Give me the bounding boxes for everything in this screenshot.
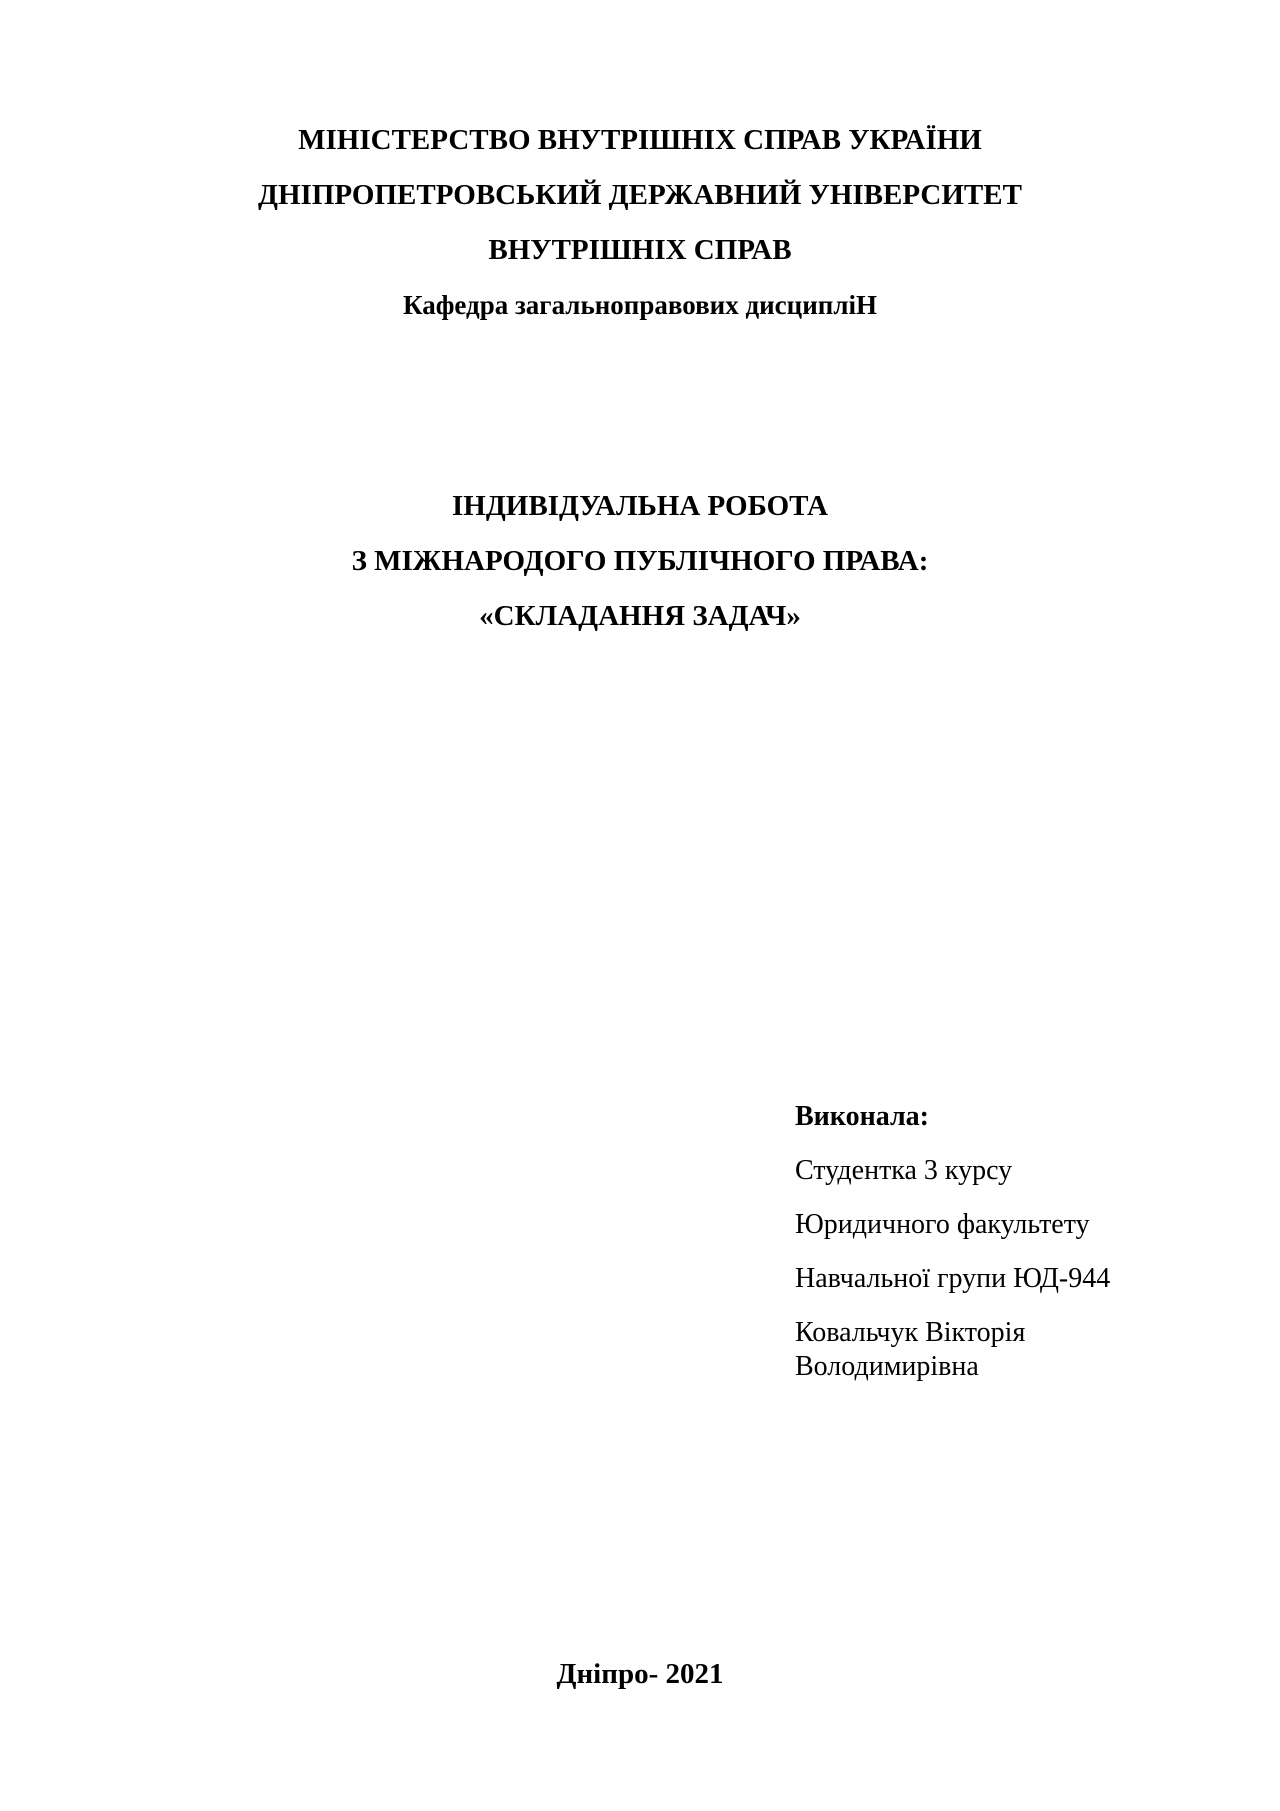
author-faculty: Юридичного факультету bbox=[795, 1209, 1090, 1240]
author-course: Студентка 3 курсу bbox=[795, 1155, 1013, 1186]
work-title-line3: «СКЛАДАННЯ ЗАДАЧ» bbox=[479, 600, 801, 632]
university-heading-line1: ДНІПРОПЕТРОВСЬКИЙ ДЕРЖАВНИЙ УНІВЕРСИТЕТ bbox=[258, 179, 1022, 211]
ministry-heading: МІНІСТЕРСТВО ВНУТРІШНІХ СПРАВ УКРАЇНИ bbox=[298, 124, 982, 156]
author-group: Навчальної групи ЮД-944 bbox=[795, 1263, 1111, 1294]
author-label: Виконала: bbox=[795, 1101, 929, 1132]
department-heading: Кафедра загальноправових дисциплiН bbox=[403, 290, 877, 320]
place-year: Дніпро- 2021 bbox=[556, 1658, 724, 1690]
author-block bbox=[795, 1100, 1235, 1404]
author-name: Ковальчук Вікторія Володимирівна bbox=[795, 1317, 1026, 1382]
university-heading-line2: ВНУТРІШНІХ СПРАВ bbox=[488, 234, 792, 266]
work-title-line2: З МІЖНАРОДОГО ПУБЛІЧНОГО ПРАВА: bbox=[351, 545, 929, 577]
work-title-line1: ІНДИВІДУАЛЬНА РОБОТА bbox=[452, 490, 828, 522]
